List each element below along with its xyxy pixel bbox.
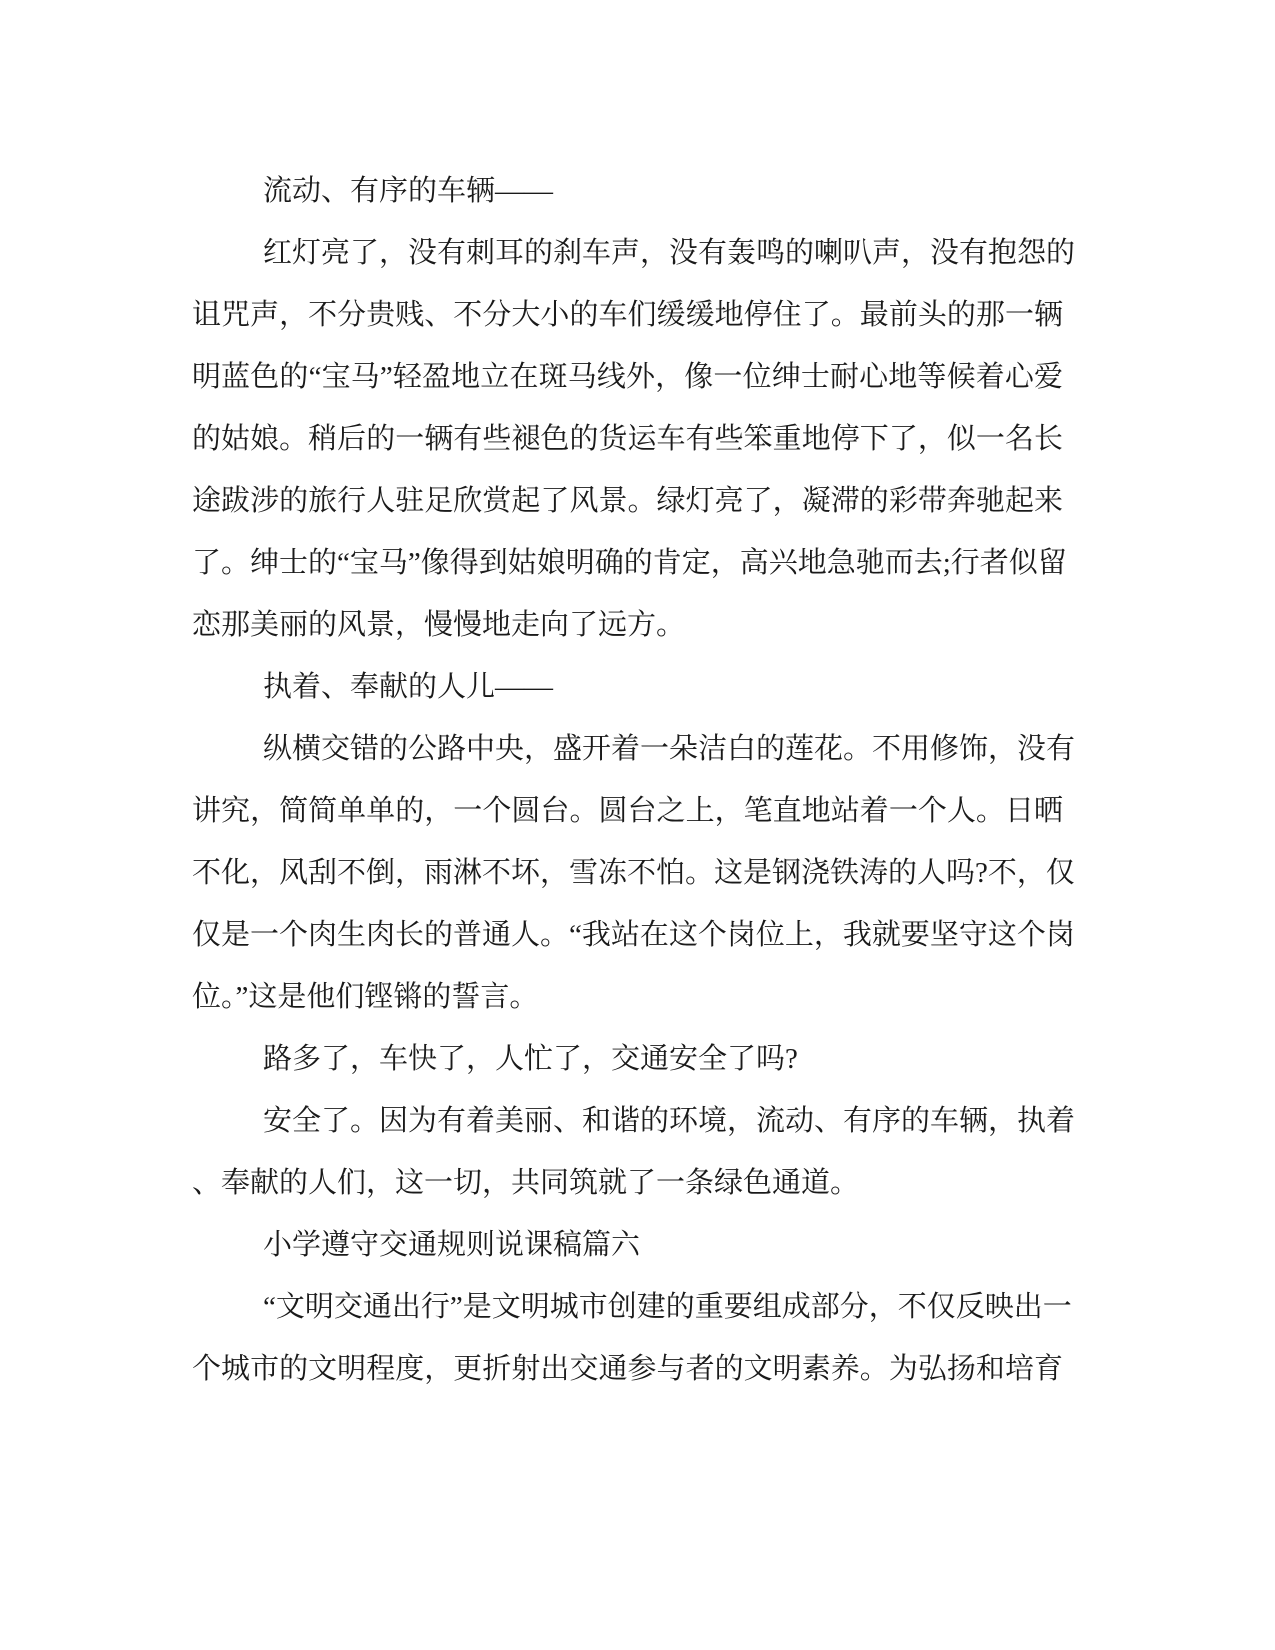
text-line: 诅咒声，不分贵贱、不分大小的车们缓缓地停住了。最前头的那一辆 [192, 299, 1063, 331]
text-line: 恋那美丽的风景，慢慢地走向了远方。 [192, 609, 686, 641]
text-line: 明蓝色的“宝马”轻盈地立在斑马线外，像一位绅士耐心地等候着心爱 [192, 361, 1063, 393]
text-line: “文明交通出行”是文明城市创建的重要组成部分，不仅反映出一 [263, 1291, 1072, 1323]
document-body [192, 160, 1076, 1400]
text-line: 的姑娘。稍后的一辆有些褪色的货运车有些笨重地停下了，似一名长 [192, 423, 1063, 455]
text-line: 个城市的文明程度，更折射出交通参与者的文明素养。为弘扬和培育 [192, 1353, 1063, 1385]
text-line: 安全了。因为有着美丽、和谐的环境，流动、有序的车辆，执着 [263, 1105, 1076, 1137]
text-line: 讲究，简简单单的，一个圆台。圆台之上，笔直地站着一个人。日晒 [192, 795, 1063, 827]
text-line: 仅是一个肉生肉长的普通人。“我站在这个岗位上，我就要坚守这个岗 [192, 919, 1075, 951]
text-line: 了。绅士的“宝马”像得到姑娘明确的肯定，高兴地急驰而去;行者似留 [192, 547, 1067, 579]
text-line: 位。”这是他们铿锵的誓言。 [192, 981, 539, 1013]
text-line: 小学遵守交通规则说课稿篇六 [263, 1229, 641, 1261]
text-line: 红灯亮了，没有刺耳的刹车声，没有轰鸣的喇叭声，没有抱怨的 [263, 237, 1076, 269]
text-line: 执着、奉献的人儿—— [263, 671, 554, 703]
text-line: 途跋涉的旅行人驻足欣赏起了风景。绿灯亮了，凝滞的彩带奔驰起来 [192, 485, 1063, 517]
text-line: 不化，风刮不倒，雨淋不坏，雪冻不怕。这是钢浇铁涛的人吗?不，仅 [192, 857, 1075, 889]
text-line: 纵横交错的公路中央，盛开着一朵洁白的莲花。不用修饰，没有 [263, 733, 1076, 765]
text-line: 、奉献的人们，这一切，共同筑就了一条绿色通道。 [192, 1167, 860, 1199]
text-line: 流动、有序的车辆—— [263, 175, 554, 207]
text-line: 路多了，车快了，人忙了，交通安全了吗? [263, 1043, 798, 1075]
